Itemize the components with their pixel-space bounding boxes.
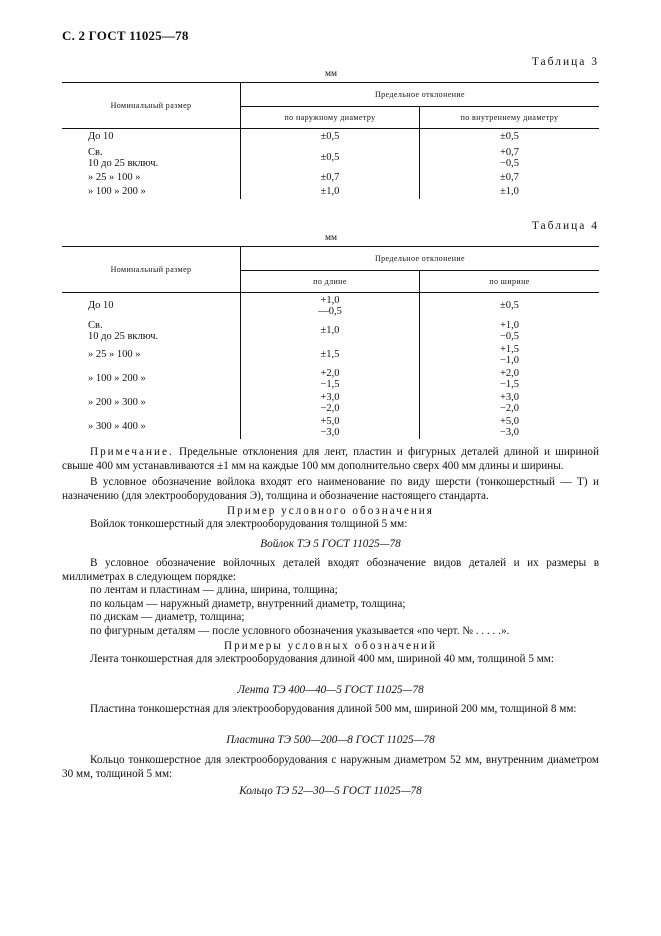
size-cell-line: » 200 » 300 » [88, 397, 146, 408]
order-list [62, 584, 599, 638]
deviation-b-cell-line: +1,0 [499, 319, 520, 331]
deviation-b-cell-line: −1,5 [499, 378, 520, 390]
table3-col-group: Предельное отклонение [241, 83, 600, 107]
table3-col-nominal: Номинальный размер [62, 83, 241, 129]
size-cell-line: » 100 » 200 » [88, 186, 146, 197]
table-row [62, 145, 599, 171]
deviation-a-cell-line: ±0,5 [320, 131, 340, 143]
table4-unit: мм [325, 233, 338, 243]
table-row [62, 185, 599, 199]
size-cell [62, 185, 241, 199]
deviation-b-cell-line: +3,0 [499, 391, 520, 403]
table3-col-b: по внутреннему диаметру [420, 107, 600, 129]
deviation-b-cell [420, 343, 600, 367]
size-cell-line: » 25 » 100 » [88, 172, 141, 183]
deviation-a-cell [241, 367, 420, 391]
deviation-a-cell-line: −2,0 [320, 402, 340, 414]
deviation-a-cell-line: —0,5 [318, 305, 342, 317]
deviation-b-cell [420, 319, 600, 343]
deviation-b-cell [420, 293, 600, 319]
deviation-a-cell [241, 415, 420, 439]
deviation-a-cell [241, 129, 420, 145]
table4-col-nominal: Номинальный размер [62, 247, 241, 293]
deviation-b-cell [420, 367, 600, 391]
deviation-b-cell-line: −0,5 [499, 330, 520, 342]
deviation-a-cell [241, 319, 420, 343]
deviation-b-cell-line: ±1,0 [500, 186, 519, 197]
page-header: С. 2 ГОСТ 11025—78 [62, 28, 189, 43]
deviation-b-cell [420, 129, 600, 145]
size-cell [62, 343, 241, 367]
order-item: по фигурным деталям — после условного обозначения указывается «по черт. № . . . . .». [90, 624, 510, 637]
size-cell [62, 145, 241, 171]
size-cell-line: Св. [88, 319, 103, 331]
deviation-b-cell-line: +2,0 [499, 367, 520, 379]
size-cell [62, 293, 241, 319]
table3 [62, 82, 599, 199]
table4-col-a: по длине [241, 271, 420, 293]
deviation-a-cell-line: +5,0 [320, 415, 340, 427]
size-cell [62, 415, 241, 439]
deviation-b-cell-line: ±0,5 [500, 131, 519, 143]
table-row [62, 171, 599, 185]
size-cell-line: До 10 [88, 131, 114, 143]
table-row [62, 415, 599, 439]
example2-text: Пластина тонкошерстная для электрооборудования длиной 500 мм, шириной 200 мм, толщиной 8 мм: [90, 703, 577, 715]
table4-caption: Таблица 4 [531, 220, 599, 232]
deviation-b-cell-line: −3,0 [499, 426, 520, 438]
note [62, 446, 599, 473]
deviation-b-cell-line: +5,0 [499, 415, 520, 427]
table4-body [62, 293, 599, 439]
deviation-a-cell [241, 171, 420, 185]
order-item: по дискам — диаметр, толщина; [90, 611, 245, 624]
deviation-b-cell-line: −2,0 [499, 402, 520, 414]
size-cell-line: 10 до 25 включ. [88, 157, 159, 169]
deviation-a-cell [241, 293, 420, 319]
deviation-b-cell-line: −1,0 [499, 354, 520, 366]
table-row [62, 343, 599, 367]
example3-designation: Кольцо ТЭ 52—30—5 ГОСТ 11025—78 [239, 785, 422, 797]
size-cell [62, 129, 241, 145]
size-cell [62, 367, 241, 391]
note-text: Предельные отклонения для лент, пластин и фигурных деталей длиной и шириной свыше 400 мм устанавливаются ±1 мм на каждые 100 мм дополнительно сверх 400 мм длины и ширины. [62, 446, 599, 472]
table3-body [62, 129, 599, 199]
table-row [62, 319, 599, 343]
table3-col-a: по наружному диаметру [241, 107, 420, 129]
deviation-b-cell-line: ±0,7 [500, 172, 519, 183]
deviation-a-cell-line: ±1,0 [320, 325, 340, 336]
deviation-a-cell-line: ±1,5 [320, 349, 340, 360]
order-item: по кольцам — наружный диаметр, внутренний диаметр, толщина; [90, 597, 406, 610]
deviation-b-cell [420, 171, 600, 185]
size-cell-line: 10 до 25 включ. [88, 330, 159, 342]
size-cell [62, 319, 241, 343]
example-heading: Пример условного обозначения [227, 505, 434, 517]
example1-designation: Лента ТЭ 400—40—5 ГОСТ 11025—78 [237, 684, 424, 696]
deviation-b-cell-line: +1,5 [499, 343, 520, 355]
deviation-b-cell-line: +0,7 [499, 146, 520, 158]
table3-caption: Таблица 3 [531, 56, 599, 68]
example1-text: Лента тонкошерстная для электрооборудования длиной 400 мм, шириной 40 мм, толщиной 5 мм: [90, 653, 554, 665]
example3-text: Кольцо тонкошерстное для электрооборудования с наружным диаметром 52 мм, внутренним диаметром 30 мм, толщиной 5 мм: [62, 754, 599, 780]
deviation-a-cell [241, 391, 420, 415]
deviation-a-cell-line: ±1,0 [320, 186, 340, 197]
deviation-b-cell-line: −0,5 [499, 157, 520, 169]
table-row [62, 391, 599, 415]
deviation-a-cell [241, 185, 420, 199]
deviation-a-cell-line: +3,0 [320, 391, 340, 403]
table-row [62, 293, 599, 319]
examples-heading: Примеры условных обозначений [224, 640, 437, 652]
deviation-a-cell-line: −3,0 [320, 426, 340, 438]
deviation-a-cell [241, 343, 420, 367]
example-text: Войлок тонкошерстный для электрооборудования толщиной 5 мм: [90, 518, 408, 530]
size-cell [62, 391, 241, 415]
deviation-a-cell-line: ±0,5 [320, 152, 340, 163]
size-cell-line: » 100 » 200 » [88, 373, 146, 384]
deviation-b-cell-line: ±0,5 [500, 300, 519, 312]
deviation-a-cell-line: +2,0 [320, 367, 340, 379]
example-designation: Войлок ТЭ 5 ГОСТ 11025—78 [260, 538, 401, 550]
table4-col-group: Предельное отклонение [241, 247, 600, 271]
deviation-b-cell [420, 145, 600, 171]
order-item: по лентам и пластинам — длина, ширина, толщина; [90, 584, 338, 596]
size-cell-line: » 25 » 100 » [88, 349, 141, 360]
size-cell-line: » 300 » 400 » [88, 421, 146, 432]
deviation-b-cell [420, 415, 600, 439]
size-cell-line: Св. [88, 146, 103, 158]
deviation-a-cell [241, 145, 420, 171]
table-row [62, 367, 599, 391]
size-cell-line: До 10 [88, 300, 114, 312]
note-label: Примечание. [90, 446, 174, 458]
deviation-b-cell [420, 391, 600, 415]
paragraph-designation: В условное обозначение войлока входят его наименование по виду шерсти (тонкошерстный — Т) и назначению (для электрооборудования Э), толщина и обозначение настоящего стандарта. [62, 476, 599, 502]
table4-col-b: по ширине [420, 271, 600, 293]
deviation-b-cell [420, 185, 600, 199]
size-cell [62, 171, 241, 185]
deviation-a-cell-line: −1,5 [320, 378, 340, 390]
example2-designation: Пластина ТЭ 500—200—8 ГОСТ 11025—78 [226, 734, 435, 746]
deviation-a-cell-line: +1,0 [320, 294, 340, 306]
table3-unit: мм [325, 69, 338, 79]
table4 [62, 246, 599, 439]
table-row [62, 129, 599, 145]
deviation-a-cell-line: ±0,7 [320, 172, 340, 183]
paragraph-order: В условное обозначение войлочных деталей входят обозначение видов деталей и их размеры в миллиметрах в следующем порядке: [62, 557, 599, 583]
